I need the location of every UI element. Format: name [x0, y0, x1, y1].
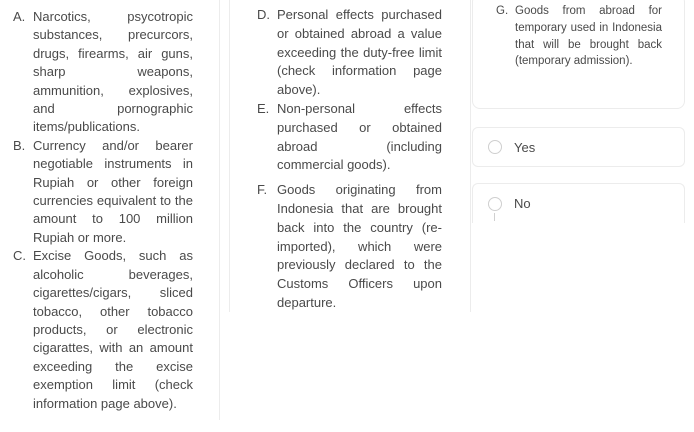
- item-text: Narcotics, psycotropic substances, precurcors, drugs, firearms, air guns, sharp weapons, ammunition, explosives, and pornographic items/publications.: [33, 9, 193, 135]
- option-yes[interactable]: [472, 127, 685, 167]
- option-no-label: No: [514, 196, 531, 211]
- goods-list-column-1: [0, 0, 220, 420]
- cursor-tick: [494, 213, 495, 221]
- option-yes-label: Yes: [514, 139, 536, 155]
- option-no[interactable]: [472, 183, 685, 223]
- radio-circle-icon[interactable]: [488, 197, 502, 211]
- item-text: Non-personal effects purchased or obtained abroad (including commercial goods).: [277, 100, 442, 173]
- item-text: Currency and/or bearer negotiable instruments in Rupiah or other foreign currencies equivalent to the amount to 100 million Rupiah or more.: [33, 137, 193, 245]
- item-letter: E.: [257, 100, 270, 116]
- goods-list-column-2: [229, 0, 471, 312]
- goods-item-e: [230, 100, 470, 175]
- goods-list-column-3: [472, 0, 685, 109]
- radio-circle-icon[interactable]: [488, 140, 502, 154]
- goods-item-f: [230, 181, 470, 313]
- item-text: Personal effects purchased or obtained abroad a value exceeding the duty-free limit (check information page above).: [277, 7, 442, 98]
- item-letter: F.: [257, 182, 268, 198]
- item-letter: A.: [13, 9, 26, 24]
- item-letter: B.: [13, 137, 26, 153]
- goods-item-c: [0, 247, 219, 413]
- item-letter: C.: [13, 248, 26, 264]
- goods-item-a: [0, 8, 219, 137]
- item-letter: D.: [257, 7, 270, 22]
- goods-item-g: [473, 3, 684, 70]
- item-text: Goods from abroad for temporary used in Indonesia that will be brought back (temporary admission).: [515, 5, 662, 68]
- goods-item-b: [0, 137, 219, 247]
- item-text: Excise Goods, such as alcoholic beverages, cigarettes/cigars, sliced tobacco, other tobacco products, or electronic cigarattes, with an amount exceeding the excise exemption limit (check information page above).: [33, 248, 193, 411]
- goods-item-d: [230, 6, 470, 100]
- item-letter: G.: [496, 5, 509, 17]
- item-text: Goods originating from Indonesia that are brought back into the country (re-imported), which were previously declared to the Customs Officers upon departure.: [277, 182, 442, 310]
